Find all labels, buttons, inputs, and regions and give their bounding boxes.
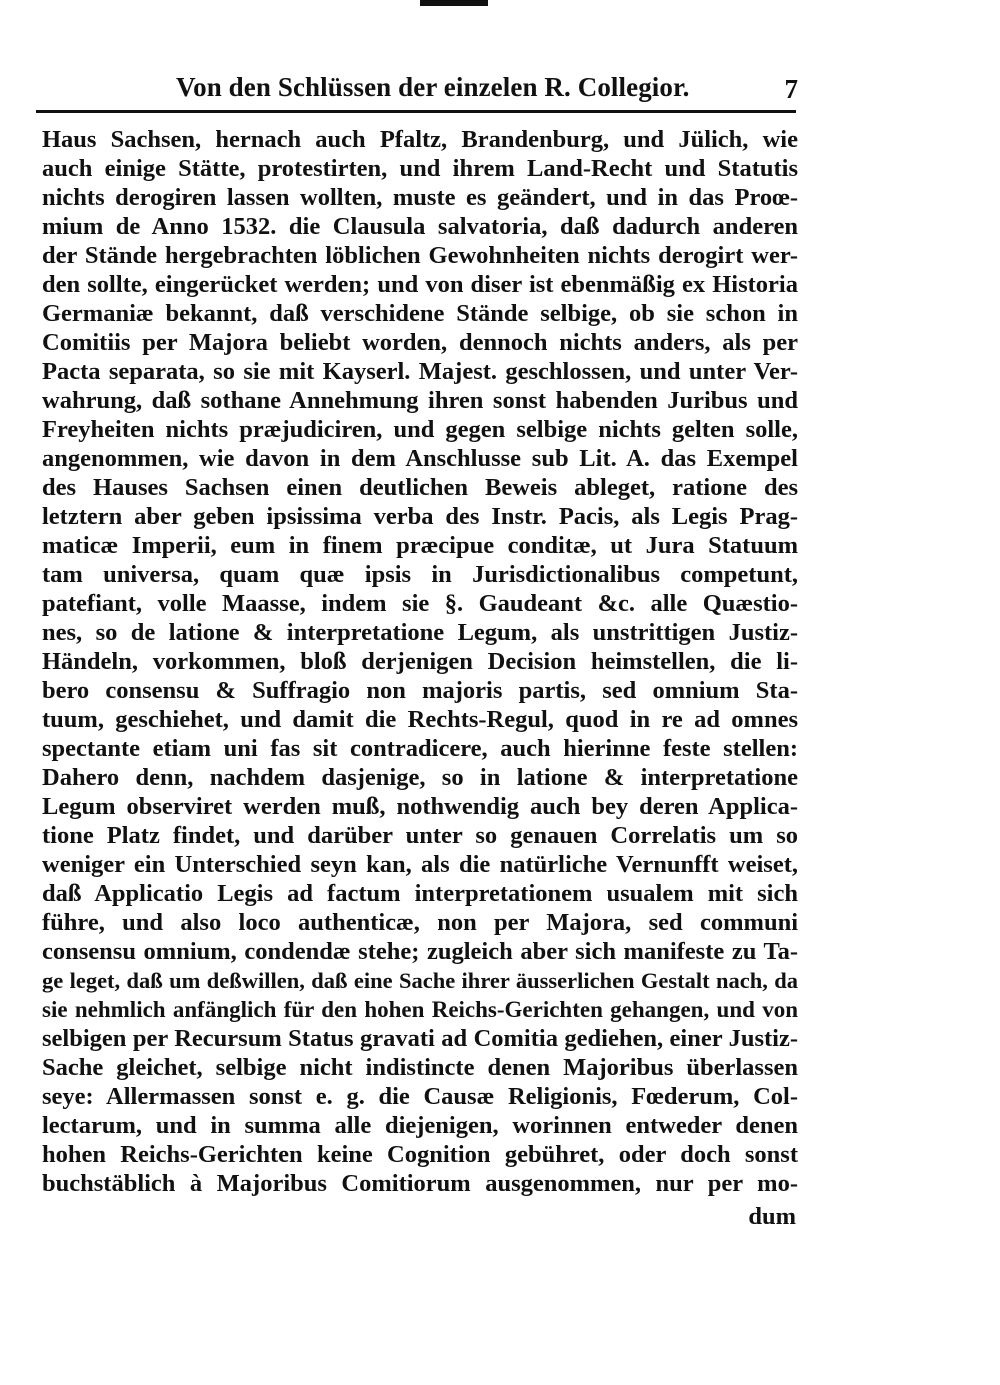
text-line: ge leget, daß um deßwillen, daß eine Sache ihrer äusserlichen Gestalt nach, da [42,968,798,993]
text-line: tuum, geschiehet, und damit die Rechts-Regul, quod in re ad omnes [42,706,798,733]
text-line: Haus Sachsen, hernach auch Pfaltz, Brandenburg, und Jülich, wie [42,126,798,153]
text-line: tam universa, quam quæ ipsis in Jurisdictionalibus competunt, [42,561,798,588]
text-line: des Hauses Sachsen einen deutlichen Beweis ableget, ratione des [42,474,798,501]
text-line: maticæ Imperii, eum in finem præcipue conditæ, ut Jura Statuum [42,532,798,559]
text-line: nichts derogiren lassen wollten, muste es geändert, und in das Proœ- [42,184,798,211]
catchword: dum [748,1203,796,1230]
text-line: Händeln, vorkommen, bloß derjenigen Decision heimstellen, die li- [42,648,798,675]
text-line: angenommen, wie davon in dem Anschlusse sub Lit. A. das Exempel [42,445,798,472]
page-number: 7 [784,74,798,104]
text-line: Pacta separata, so sie mit Kayserl. Majest. geschlossen, und unter Ver- [42,358,798,385]
text-line: hohen Reichs-Gerichten keine Cognition gebühret, oder doch sonst [42,1141,798,1168]
text-line: buchstäblich à Majoribus Comitiorum ausgenommen, nur per mo- [42,1170,798,1197]
text-line: tione Platz findet, und darüber unter so genauen Correlatis um so [42,822,798,849]
running-head: Von den Schlüssen der einzelen R. Collegior. [176,72,690,102]
text-line: Dahero denn, nachdem dasjenige, so in latione & interpretatione [42,764,798,791]
text-line: sie nehmlich anfänglich für den hohen Reichs-Gerichten gehangen, und von [42,997,798,1022]
text-line: selbigen per Recursum Status gravati ad Comitia gediehen, einer Justiz- [42,1025,798,1052]
text-line: letztern aber geben ipsissima verba des Instr. Pacis, als Legis Prag- [42,503,798,530]
text-line: mium de Anno 1532. die Clausula salvatoria, daß dadurch anderen [42,213,798,240]
text-line: Legum observiret werden muß, nothwendig auch bey deren Applica- [42,793,798,820]
text-line: der Stände hergebrachten löblichen Gewohnheiten nichts derogirt wer- [42,242,798,269]
text-line: Freyheiten nichts præjudiciren, und gegen selbige nichts gelten solle, [42,416,798,443]
text-line: weniger ein Unterschied seyn kan, als die natürliche Vernunfft weiset, [42,851,798,878]
text-line: den sollte, eingerücket werden; und von diser ist ebenmäßig ex Historia [42,271,798,298]
text-line: daß Applicatio Legis ad factum interpretationem usualem mit sich [42,880,798,907]
text-line: Comitiis per Majora beliebt worden, dennoch nichts anders, als per [42,329,798,356]
text-line: consensu omnium, condendæ stehe; zugleich aber sich manifeste zu Ta- [42,938,798,965]
text-line: auch einige Stätte, protestirten, und ihrem Land-Recht und Statutis [42,155,798,182]
text-line: nes, so de latione & interpretatione Legum, als unstrittigen Justiz- [42,619,798,646]
text-line: Germaniæ bekannt, daß verschidene Stände selbige, ob sie schon in [42,300,798,327]
text-line: bero consensu & Suffragio non majoris partis, sed omnium Sta- [42,677,798,704]
text-line: spectante etiam uni fas sit contradicere, auch hierinne feste stellen: [42,735,798,762]
text-line: patefiant, volle Maasse, indem sie §. Gaudeant &c. alle Quæstio- [42,590,798,617]
text-line: wahrung, daß sothane Annehmung ihren sonst habenden Juribus und [42,387,798,414]
text-line: Sache gleichet, selbige nicht indistincte denen Majoribus überlassen [42,1054,798,1081]
text-line: führe, und also loco authenticæ, non per Majora, sed communi [42,909,798,936]
text-line: lectarum, und in summa alle diejenigen, worinnen entweder denen [42,1112,798,1139]
text-line: seye: Allermassen sonst e. g. die Causæ Religionis, Fœderum, Col- [42,1083,798,1110]
